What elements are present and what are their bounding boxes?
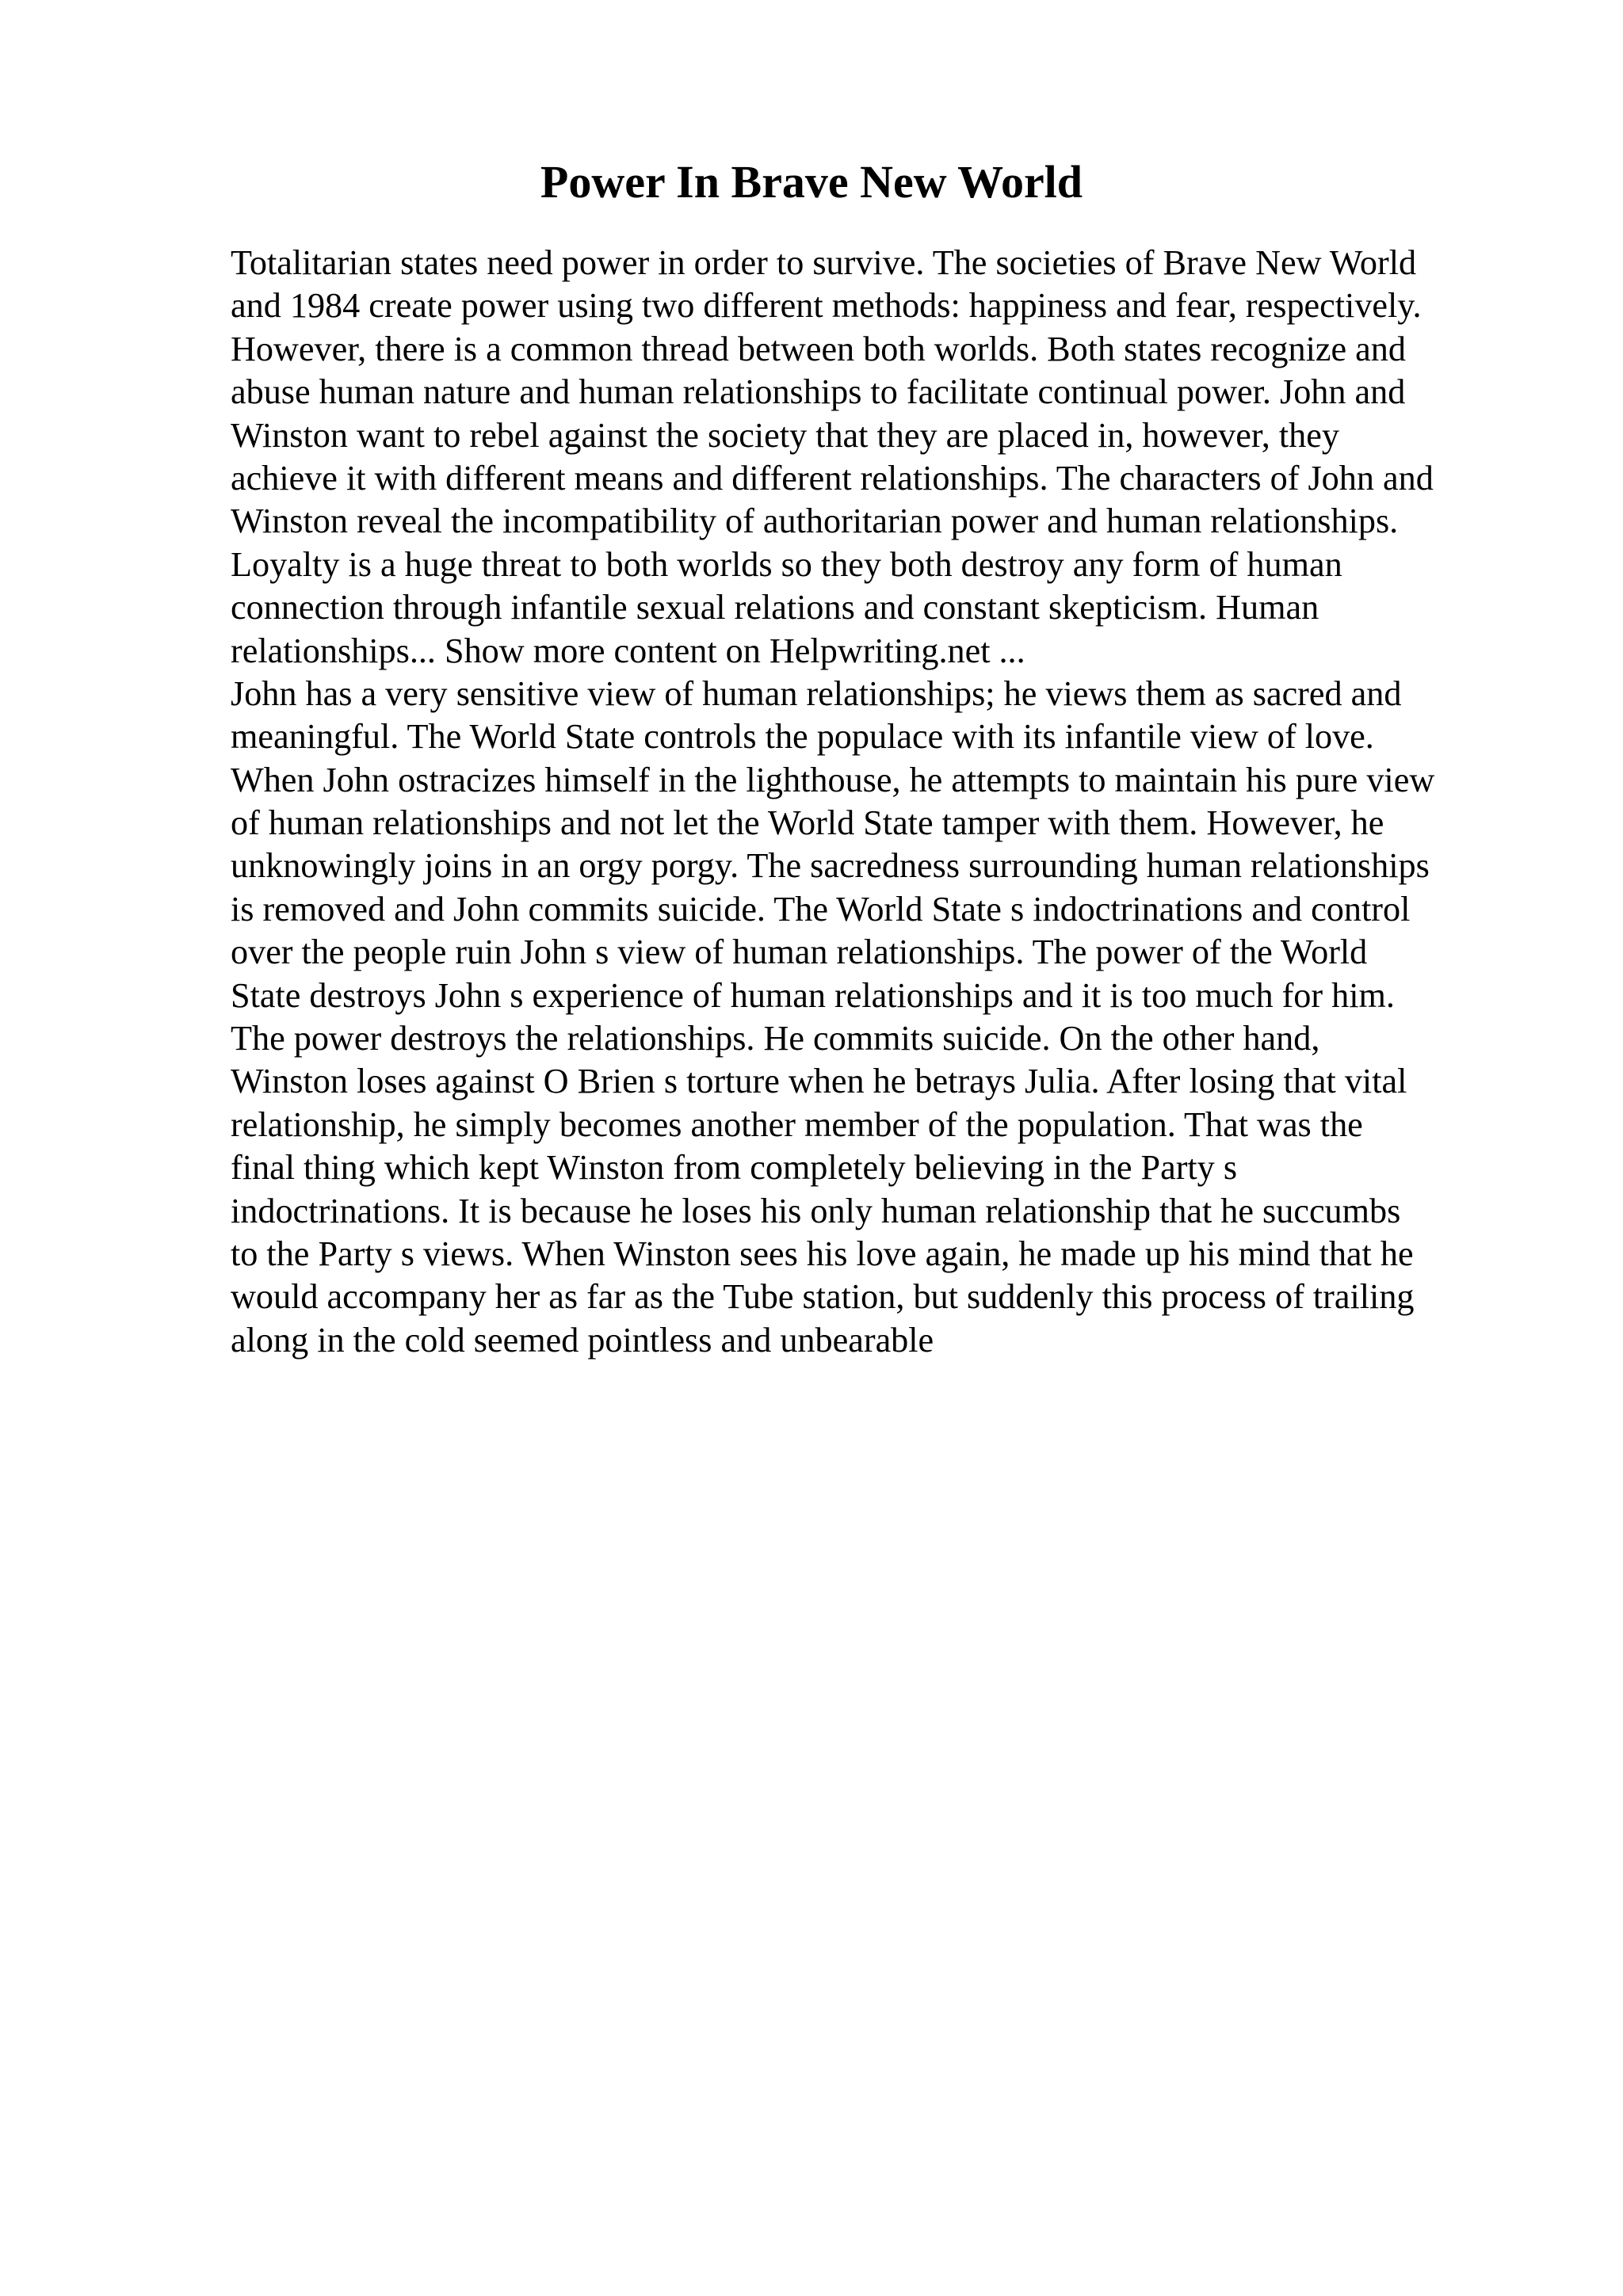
- body-line: achieve it with different means and different relationships. The characters of John and: [231, 458, 1434, 498]
- body-line: The power destroys the relationships. He commits suicide. On the other hand,: [231, 1019, 1320, 1058]
- body-line: John has a very sensitive view of human relationships; he views them as sacred and: [231, 673, 1402, 713]
- body-line: final thing which kept Winston from completely believing in the Party s: [231, 1148, 1238, 1188]
- body-line: indoctrinations. It is because he loses his only human relationship that he succumbs: [231, 1191, 1401, 1230]
- show-more-line: relationships... Show more content on Helpwriting.net ...: [231, 631, 1025, 670]
- body-line: along in the cold seemed pointless and unbearable: [231, 1320, 934, 1360]
- body-line: meaningful. The World State controls the populace with its infantile view of love.: [231, 717, 1374, 757]
- body-line: Winston loses against O Brien s torture when he betrays Julia. After losing that vital: [231, 1062, 1407, 1101]
- body-line: Loyalty is a huge threat to both worlds so they both destroy any form of human: [231, 544, 1342, 584]
- body-line: over the people ruin John s view of human relationships. The power of the World: [231, 933, 1368, 972]
- body-line: of human relationships and not let the World State tamper with them. However, he: [231, 803, 1384, 843]
- body-line: unknowingly joins in an orgy porgy. The sacredness surrounding human relationships: [231, 846, 1430, 886]
- body-line: is removed and John commits suicide. The World State s indoctrinations and control: [231, 889, 1411, 929]
- body-line: Totalitarian states need power in order to survive. The societies of Brave New World: [231, 243, 1417, 282]
- document-body: [231, 242, 1562, 1362]
- body-line: and 1984 create power using two different methods: happiness and fear, respectively.: [231, 286, 1422, 326]
- body-line: Winston want to rebel against the society that they are placed in, however, they: [231, 415, 1339, 455]
- body-line: relationship, he simply becomes another member of the population. That was the: [231, 1104, 1363, 1144]
- body-line: abuse human nature and human relationships to facilitate continual power. John and: [231, 372, 1406, 412]
- body-line: to the Party s views. When Winston sees his love again, he made up his mind that he: [231, 1234, 1414, 1273]
- body-line: State destroys John s experience of human relationships and it is too much for him.: [231, 975, 1395, 1015]
- body-line: would accompany her as far as the Tube station, but suddenly this process of trailing: [231, 1277, 1415, 1317]
- body-line: connection through infantile sexual relations and constant skepticism. Human: [231, 588, 1319, 627]
- body-line: When John ostracizes himself in the lighthouse, he attempts to maintain his pure view: [231, 760, 1435, 799]
- document-title: Power In Brave New World: [540, 156, 1083, 208]
- body-line: However, there is a common thread between both worlds. Both states recognize and: [231, 329, 1406, 368]
- body-line: Winston reveal the incompatibility of authoritarian power and human relationships.: [231, 502, 1399, 541]
